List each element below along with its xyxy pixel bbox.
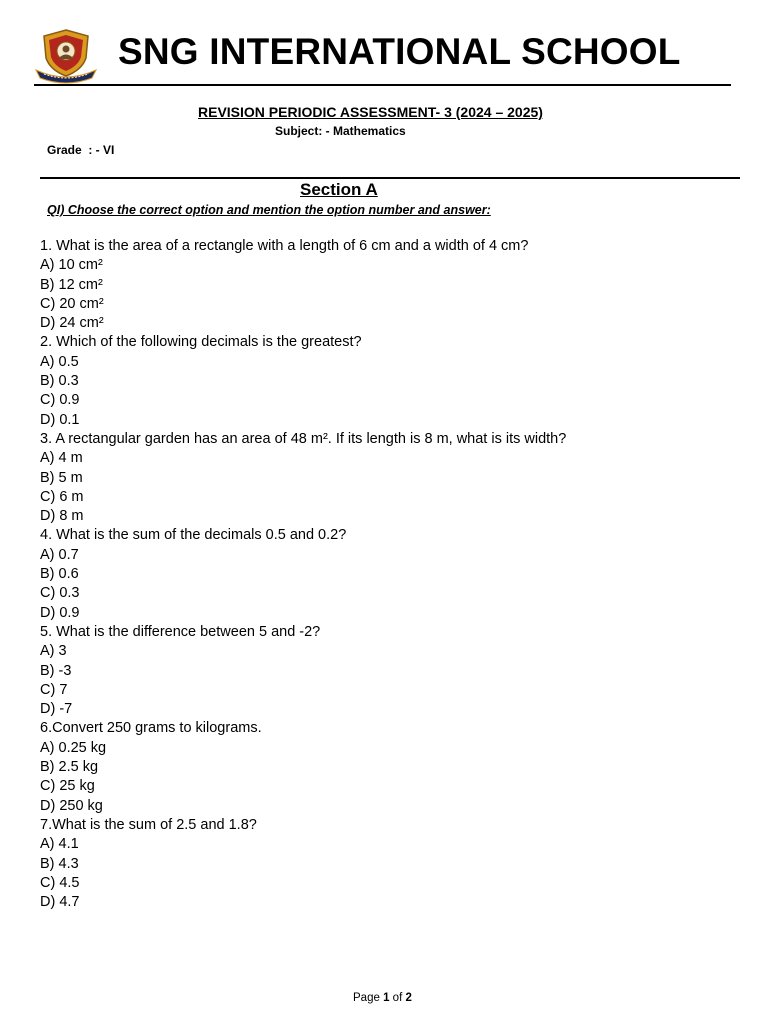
question-block bbox=[40, 430, 566, 526]
question-block bbox=[40, 333, 566, 429]
grade-label: Grade : - VI bbox=[47, 143, 115, 157]
option-c: C) 4.5 bbox=[40, 874, 80, 891]
question-block bbox=[40, 526, 566, 622]
option-a: A) 0.25 kg bbox=[40, 739, 107, 756]
option-b: B) 2.5 kg bbox=[40, 759, 99, 776]
assessment-title: REVISION PERIODIC ASSESSMENT- 3 (2024 – 2025) bbox=[198, 104, 543, 120]
page-current: 1 bbox=[383, 992, 390, 1004]
page-number bbox=[353, 992, 412, 1004]
option-d: D) -7 bbox=[40, 701, 73, 718]
option-a: A) 0.5 bbox=[40, 353, 79, 370]
option-c: C) 6 m bbox=[40, 488, 84, 505]
question-block bbox=[40, 623, 566, 719]
page-total: 2 bbox=[405, 992, 412, 1004]
question-text: 3. A rectangular garden has an area of 48 m². If its length is 8 m, what is its width? bbox=[40, 430, 567, 447]
option-c: C) 0.3 bbox=[40, 585, 80, 602]
option-d: D) 4.7 bbox=[40, 894, 80, 911]
option-b: B) 5 m bbox=[40, 469, 83, 486]
question-text: 7.What is the sum of 2.5 and 1.8? bbox=[40, 816, 257, 833]
question-text: 5. What is the difference between 5 and -2? bbox=[40, 623, 321, 640]
option-a: A) 10 cm² bbox=[40, 257, 103, 274]
section-divider bbox=[40, 177, 740, 179]
instruction-text: QI) Choose the correct option and mention the option number and answer: bbox=[47, 203, 491, 217]
option-a: A) 0.7 bbox=[40, 546, 79, 563]
option-c: C) 20 cm² bbox=[40, 295, 104, 312]
option-b: B) 0.6 bbox=[40, 566, 79, 583]
option-d: D) 24 cm² bbox=[40, 315, 104, 332]
question-text: 2. Which of the following decimals is the greatest? bbox=[40, 334, 362, 351]
question-block bbox=[40, 719, 566, 815]
option-c: C) 0.9 bbox=[40, 392, 80, 409]
option-a: A) 4.1 bbox=[40, 836, 79, 853]
option-d: D) 0.9 bbox=[40, 604, 80, 621]
question-text: 1. What is the area of a rectangle with a length of 6 cm and a width of 4 cm? bbox=[40, 238, 529, 254]
question-block bbox=[40, 237, 566, 333]
question-text: 6.Convert 250 grams to kilograms. bbox=[40, 720, 262, 737]
of-word: of bbox=[392, 992, 403, 1004]
option-d: D) 250 kg bbox=[40, 797, 103, 814]
option-a: A) 3 bbox=[40, 643, 67, 660]
option-a: A) 4 m bbox=[40, 450, 83, 467]
question-list bbox=[40, 237, 566, 912]
option-d: D) 0.1 bbox=[40, 411, 80, 428]
option-d: D) 8 m bbox=[40, 508, 84, 525]
option-b: B) 12 cm² bbox=[40, 276, 103, 293]
option-c: C) 7 bbox=[40, 681, 68, 698]
subject-label: Subject: - Mathematics bbox=[275, 124, 406, 138]
option-b: B) 0.3 bbox=[40, 373, 79, 390]
question-block bbox=[40, 816, 566, 912]
option-b: B) -3 bbox=[40, 662, 72, 679]
option-c: C) 25 kg bbox=[40, 778, 95, 795]
page-word: Page bbox=[353, 992, 380, 1004]
option-b: B) 4.3 bbox=[40, 855, 79, 872]
section-title: Section A bbox=[300, 180, 378, 199]
school-logo bbox=[34, 28, 98, 84]
school-name: SNG INTERNATIONAL SCHOOL bbox=[118, 31, 681, 72]
header-divider bbox=[34, 84, 731, 86]
question-text: 4. What is the sum of the decimals 0.5 and 0.2? bbox=[40, 527, 347, 544]
